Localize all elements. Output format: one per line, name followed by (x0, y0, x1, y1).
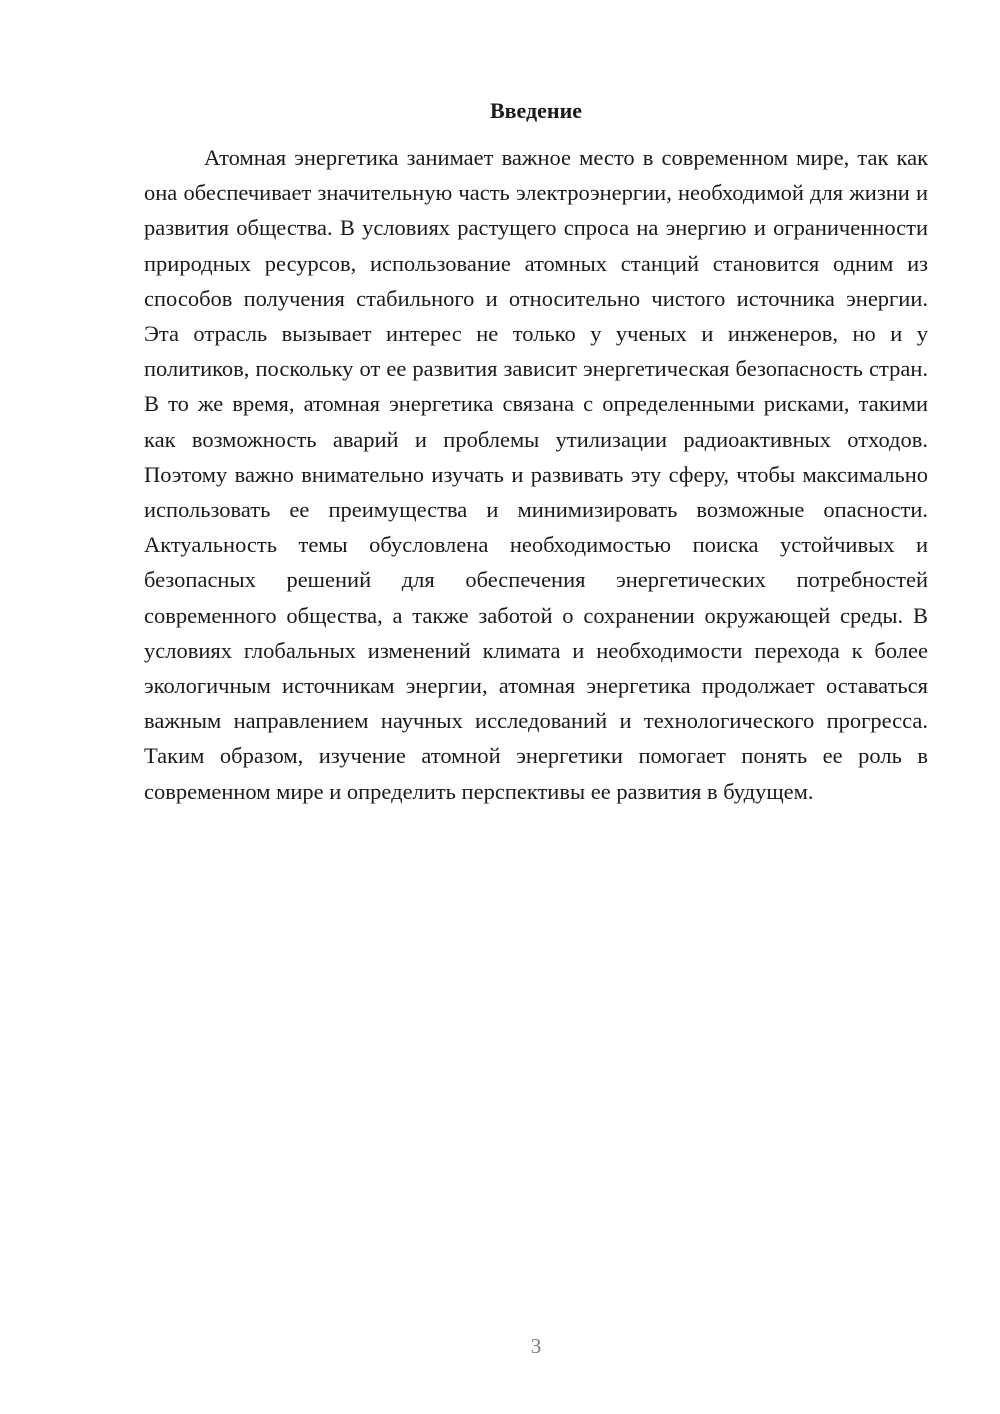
body-paragraph: Атомная энергетика занимает важное место в современном мире, так как она обеспечивает значительную часть электроэнергии, необходимой для жизни и развития общества. В условиях растущего спроса на энергию и ограниченности природных ресурсов, использование атомных станций становится одним из способов получения стабильного и относительно чистого источника энергии. Эта отрасль вызывает интерес не только у ученых и инженеров, но и у политиков, поскольку от ее развития зависит энергетическая безопасность стран. В то же время, атомная энергетика связана с определенными рисками, такими как возможность аварий и проблемы утилизации радиоактивных отходов. Поэтому важно внимательно изучать и развивать эту сферу, чтобы максимально использовать ее преимущества и минимизировать возможные опасности. Актуальность темы обусловлена необходимостью поиска устойчивых и безопасных решений для обеспечения энергетических потребностей современного общества, а также заботой о сохранении окружающей среды. В условиях глобальных изменений климата и необходимости перехода к более экологичным источникам энергии, атомная энергетика продолжает оставаться важным направлением научных исследований и технологического прогресса. Таким образом, изучение атомной энергетики помогает понять ее роль в современном мире и определить перспективы ее развития в будущем. (144, 145, 928, 804)
page-number: 3 (530, 1334, 542, 1358)
section-heading: Введение (489, 98, 583, 123)
